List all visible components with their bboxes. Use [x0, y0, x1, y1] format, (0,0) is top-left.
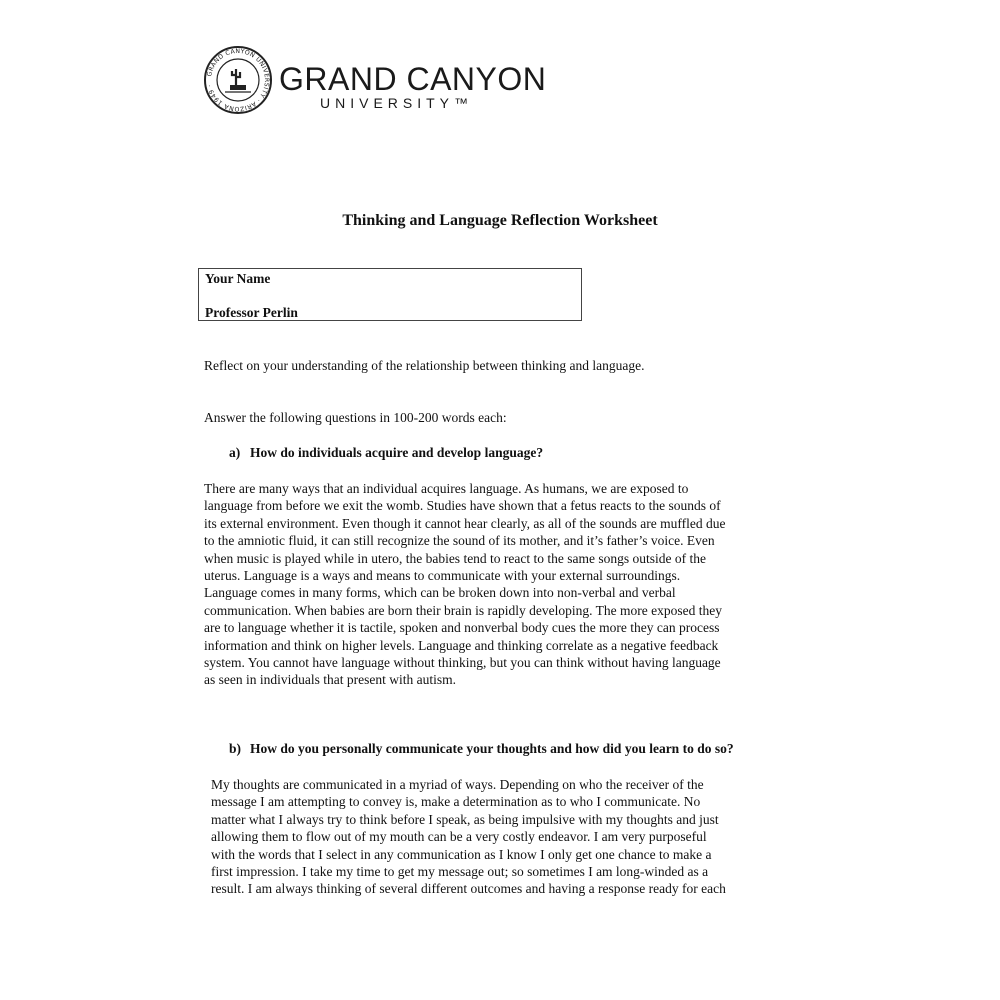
answer-a-line: Language comes in many forms, which can be broken down into non-verbal and verbal	[204, 585, 676, 601]
student-name-field: Your Name	[205, 271, 271, 286]
professor-name-field: Professor Perlin	[205, 305, 298, 320]
svg-text:GRAND CANYON UNIVERSITY · ARIZ: GRAND CANYON UNIVERSITY · ARIZONA 1949 ·	[206, 47, 271, 113]
worksheet-title: Thinking and Language Reflection Worksheet	[342, 212, 658, 229]
question-b-text: How do you personally communicate your thoughts and how did you learn to do so?	[250, 741, 734, 756]
question-b-letter: b)	[229, 741, 242, 756]
answer-b-line: first impression. I take my time to get my message out; so sometimes I am long-winded as a	[211, 863, 709, 879]
answer-a-line: information and think on higher levels. Language and thinking correlate as a negative feedback	[204, 637, 719, 653]
answer-a-line: are to language whether it is tactile, spoken and nonverbal body cues the more they can process	[204, 620, 720, 636]
question-a	[229, 445, 543, 461]
answer-b	[211, 776, 811, 898]
university-logo	[203, 45, 547, 115]
instructions-paragraph: Answer the following questions in 100-200 words each:	[204, 410, 507, 425]
answer-b-line: result. I am always thinking of several different outcomes and having a response ready for each	[211, 881, 726, 897]
answer-a-line: There are many ways that an individual acquires language. As humans, we are exposed to	[204, 481, 689, 496]
university-subname: UNIVERSITY™	[320, 95, 474, 111]
answer-a-line: system. You cannot have language without thinking, but you can think without having language	[204, 654, 721, 670]
answer-a-line: its external environment. Even though it cannot hear clearly, as all of the sounds are muffled due	[204, 515, 726, 531]
answer-a-line: as seen in individuals that present with autism.	[204, 672, 456, 688]
question-a-text: How do individuals acquire and develop language?	[250, 445, 544, 460]
answer-b-line: matter what I always try to think before I speak, as being impulsive with my thoughts and just	[211, 811, 719, 827]
university-name: GRAND CANYON	[279, 61, 547, 97]
intro-paragraph: Reflect on your understanding of the relationship between thinking and language.	[204, 358, 645, 373]
question-b	[229, 741, 734, 757]
answer-b-line: message I am attempting to convey is, make a determination as to who I communicate. No	[211, 794, 701, 810]
question-a-letter: a)	[229, 445, 241, 460]
answer-a-line: when music is played while in utero, the babies tend to react to the same songs outside of the	[204, 550, 707, 566]
answer-a-line: uterus. Language is a ways and means to communicate with your external surroundings.	[204, 567, 681, 583]
answer-a-line: communication. When babies are born their brain is rapidly developing. The more exposed they	[204, 602, 722, 618]
answer-a-line: to the amniotic fluid, it can still recognize the sound of its mother, and it’s father’s voice. Even	[204, 533, 715, 549]
info-box	[198, 268, 582, 321]
answer-a	[204, 480, 804, 689]
answer-a-line: language from before we exit the womb. Studies have shown that a fetus reacts to the sounds of	[204, 498, 721, 514]
answer-b-line: My thoughts are communicated in a myriad of ways. Depending on who the receiver of the	[211, 777, 704, 792]
answer-b-line: allowing them to flow out of my mouth can be a very costly endeavor. I am very purposeful	[211, 829, 707, 845]
university-seal-icon	[203, 45, 273, 115]
answer-b-line: with the words that I select in any communication as I know I only get one chance to make a	[211, 846, 712, 862]
